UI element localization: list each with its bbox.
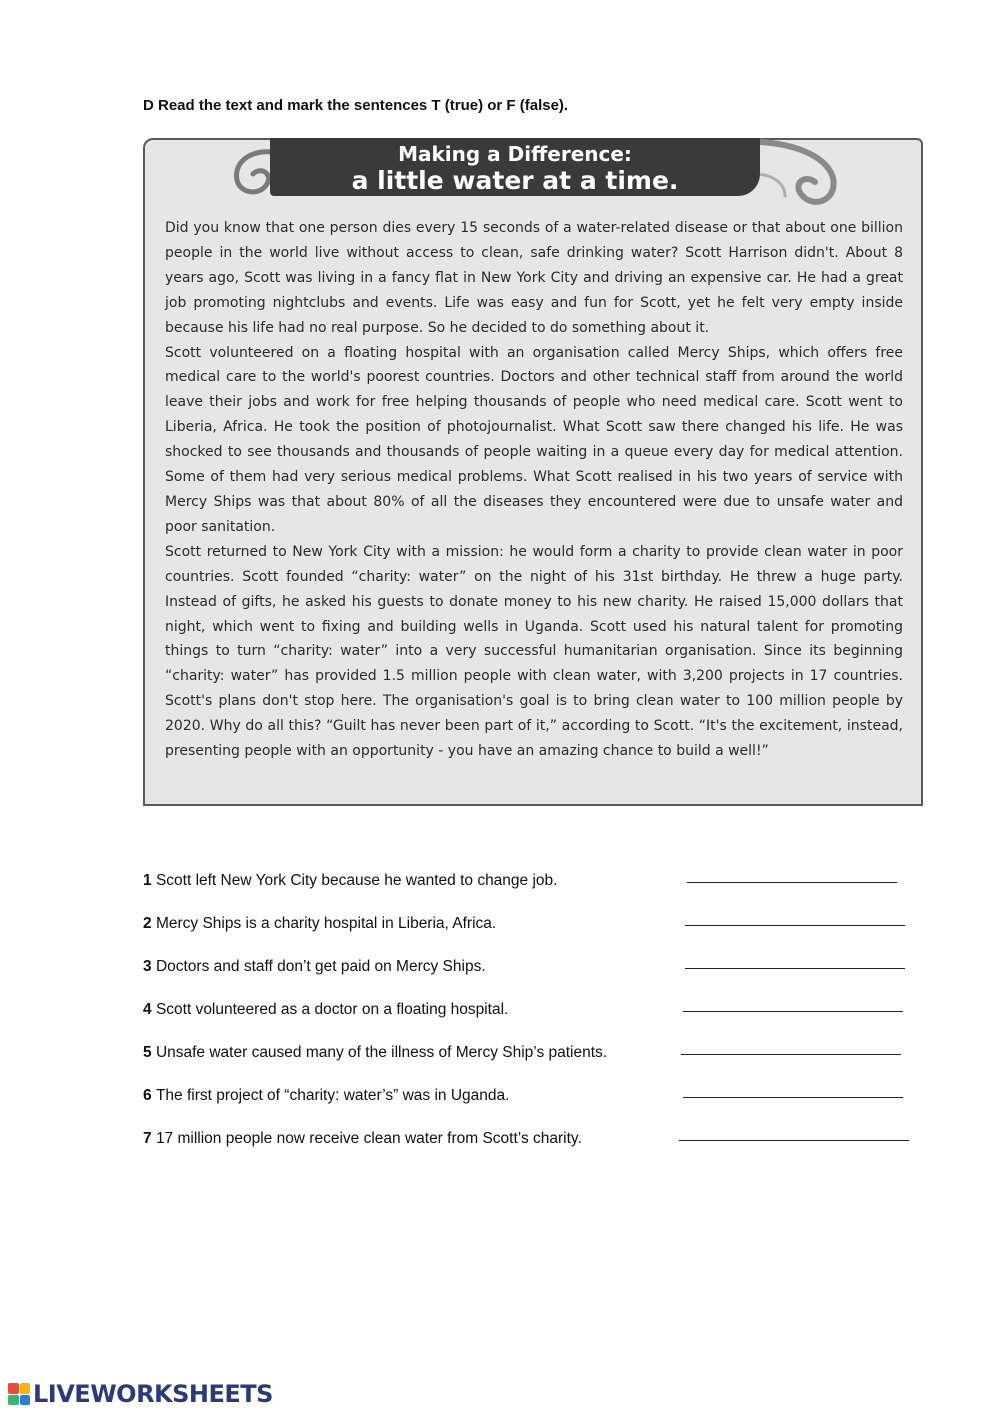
statement-number: 7	[143, 1130, 156, 1147]
logo-square-blue	[20, 1395, 31, 1406]
answer-field[interactable]	[687, 882, 897, 883]
instruction-heading: D Read the text and mark the sentences T (true) or F (false).	[143, 97, 569, 114]
article-subtitle: a little water at a time.	[351, 166, 679, 195]
statement-number: 3	[143, 958, 156, 975]
statement-text: 17 million people now receive clean water from Scott’s charity.	[155, 1130, 582, 1147]
statement-text: Scott volunteered as a doctor on a floating hospital.	[155, 1001, 509, 1018]
statement-number: 1	[143, 872, 156, 889]
statement-item	[143, 958, 923, 1001]
statement-list	[143, 872, 923, 1173]
statement-item	[143, 1001, 923, 1044]
statement-text: Scott left New York City because he wanted to change job.	[155, 872, 558, 889]
statement-text: The first project of “charity: water’s” was in Uganda.	[155, 1087, 510, 1104]
answer-field[interactable]	[681, 1054, 901, 1055]
statement-item	[143, 872, 923, 915]
statement-number: 4	[143, 1001, 156, 1018]
statement-number: 6	[143, 1087, 156, 1104]
statement-item	[143, 1044, 923, 1087]
article-body	[165, 216, 903, 764]
statement-number: 2	[143, 915, 156, 932]
statement-text: Mercy Ships is a charity hospital in Liberia, Africa.	[155, 915, 497, 932]
statement-item	[143, 1130, 923, 1173]
answer-field[interactable]	[679, 1140, 909, 1141]
answer-field[interactable]	[683, 1011, 903, 1012]
answer-field[interactable]	[683, 1097, 903, 1098]
statement-item	[143, 1087, 923, 1130]
logo-square-red	[8, 1383, 19, 1394]
statement-number: 5	[143, 1044, 156, 1061]
article-title-banner	[270, 138, 760, 196]
article-paragraph: Scott volunteered on a floating hospital with an organisation called Mercy Ships, which offers free medical care to the world's poorest countries. Doctors and other technical staff from around the world leave their jobs and work for free helping thousands of people who need medical care. Scott went to Liberia, Africa. He took the position of photojournalist. What Scott saw there changed his life. He was shocked to see thousands and thousands of people waiting in a queue every day for medical attention. Some of them had very serious medical problems. What Scott realised in his two years of service with Mercy Ships was that about 80% of all the diseases they encountered were due to unsafe water and poor sanitation.	[165, 344, 903, 535]
logo-text: LIVEWORKSHEETS	[33, 1380, 273, 1408]
statement-text: Doctors and staff don’t get paid on Mercy Ships.	[155, 958, 486, 975]
answer-field[interactable]	[685, 968, 905, 969]
answer-field[interactable]	[685, 925, 905, 926]
statement-item	[143, 915, 923, 958]
logo-square-yellow	[20, 1383, 31, 1394]
liveworksheets-logo-icon	[8, 1383, 30, 1405]
logo-square-green	[8, 1395, 19, 1406]
liveworksheets-logo[interactable]	[8, 1380, 273, 1408]
statement-text: Unsafe water caused many of the illness of Mercy Ship’s patients.	[155, 1044, 608, 1061]
article-box	[143, 138, 923, 806]
article-title: Making a Difference:	[398, 142, 632, 166]
article-paragraph: Did you know that one person dies every 15 seconds of a water-related disease or that about one billion people in the world live without access to clean, safe drinking water? Scott Harrison didn't. About 8 years ago, Scott was living in a fancy flat in New York City and driving an expensive car. He had a great job promoting nightclubs and events. Life was easy and fun for Scott, yet he felt very empty inside because his life had no real purpose. So he decided to do something about it.	[165, 220, 903, 336]
article-paragraph: Scott returned to New York City with a mission: he would form a charity to provide clean water in poor countries. Scott founded “charity: water” on the night of his 31st birthday. He threw a huge party. Instead of gifts, he asked his guests to donate money to his new charity. He raised 15,000 dollars that night, which went to fixing and building wells in Uganda. Scott used his natural talent for promoting things to turn “charity: water” into a very successful humanitarian organisation. Since its beginning “charity: water” has provided 1.5 million people with clean water, with 3,200 projects in 17 countries. Scott's plans don't stop here. The organisation's goal is to bring clean water to 100 million people by 2020. Why do all this? “Guilt has never been part of it,” according to Scott. “It's the excitement, instead, presenting people with an opportunity - you have an amazing chance to build a well!”	[165, 543, 903, 760]
